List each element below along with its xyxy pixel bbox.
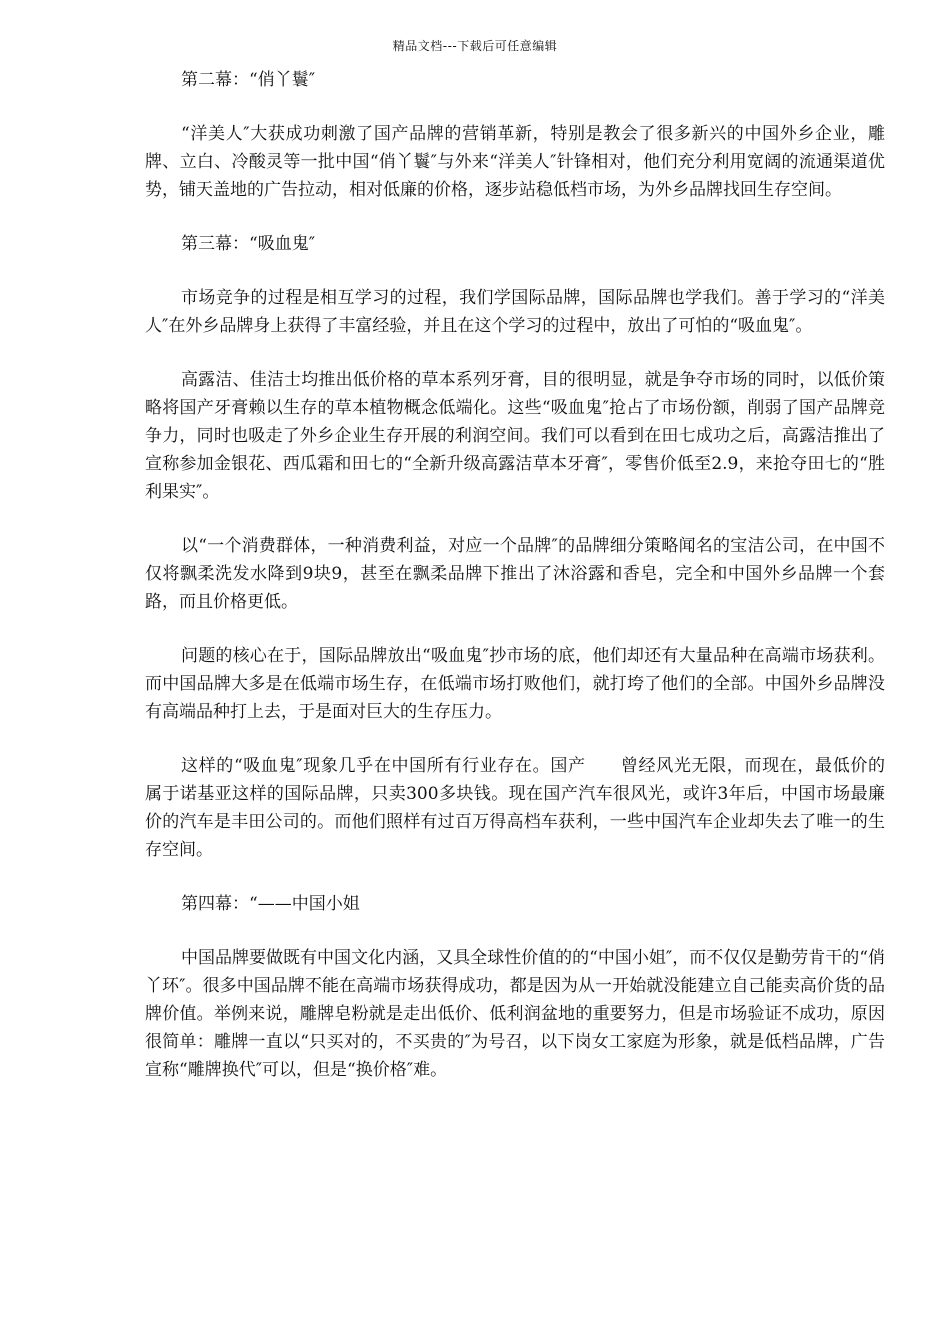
page-header: 精品文档---下载后可任意编辑 (392, 39, 558, 53)
paragraph: “洋美人″大获成功刺激了国产品牌的营销革新，特别是教会了很多新兴的中国外乡企业，雕牌、立白、冷酸灵等一批中国“俏丫鬟″与外来“洋美人″针锋相对，他们充分利用宽阔的流通渠道优势，铺天盖地的广告拉动，相对低廉的价格，逐步站稳低档市场，为外乡品牌找回生存空间。 (145, 124, 885, 200)
section-heading-act-4: 第四幕：“——中国小姐 (181, 894, 360, 914)
section-heading-act-2: 第二幕：“俏丫鬟″ (181, 70, 316, 90)
paragraph: 高露洁、佳洁士均推出低价格的草本系列牙膏，目的很明显，就是争夺市场的同时，以低价策略将国产牙膏赖以生存的草本植物概念低端化。这些“吸血鬼″抢占了市场份额，削弱了国产品牌竞争力，同时也吸走了外乡企业生存开展的利润空间。我们可以看到在田七成功之后，高露洁推出了宣称参加金银花、西瓜霜和田七的“全新升级高露洁草本牙膏″，零售价低至2.9，来抢夺田七的“胜利果实″。 (145, 370, 885, 502)
paragraph: 这样的“吸血鬼″现象几乎在中国所有行业存在。国产 曾经风光无限，而现在，最低价的 属于诺基亚这样的国际品牌，只卖300多块钱。现在国产汽车很风光，或许3年后，中国市场最廉价的汽车是丰田公司的。而他们照样有过百万得高档车获利，一些中国汽车企业却失去了唯一的生存空间。 (145, 756, 919, 860)
document-body (145, 66, 919, 1110)
paragraph: 中国品牌要做既有中国文化内涵，又具全球性价值的的“中国小姐″，而不仅仅是勤劳肯干的“俏丫环″。很多中国品牌不能在高端市场获得成功，都是因为从一开始就没能建立自己能卖高价货的品牌价值。举例来说，雕牌皂粉就是走出低价、低利润盆地的重要努力，但是市场验证不成功，原因很简单：雕牌一直以“只买对的，不买贵的″为号召，以下岗女工家庭为形象，就是低档品牌，广告宣称“雕牌换代″可以，但是“换价格″难。 (145, 948, 885, 1080)
paragraph: 市场竞争的过程是相互学习的过程，我们学国际品牌，国际品牌也学我们。善于学习的“洋美人″在外乡品牌身上获得了丰富经验，并且在这个学习的过程中，放出了可怕的“吸血鬼″。 (145, 288, 885, 336)
paragraph: 问题的核心在于，国际品牌放出“吸血鬼″抄市场的底，他们却还有大量品种在高端市场获利。而中国品牌大多是在低端市场生存，在低端市场打败他们，就打垮了他们的全部。中国外乡品牌没有高端品种打上去，于是面对巨大的生存压力。 (145, 646, 885, 722)
paragraph: 以“一个消费群体，一种消费利益，对应一个品牌″的品牌细分策略闻名的宝洁公司，在中国不仅将飘柔洗发水降到9块9，甚至在飘柔品牌下推出了沐浴露和香皂，完全和中国外乡品牌一个套路，而且价格更低。 (145, 536, 885, 612)
section-heading-act-3: 第三幕：“吸血鬼″ (181, 234, 316, 254)
